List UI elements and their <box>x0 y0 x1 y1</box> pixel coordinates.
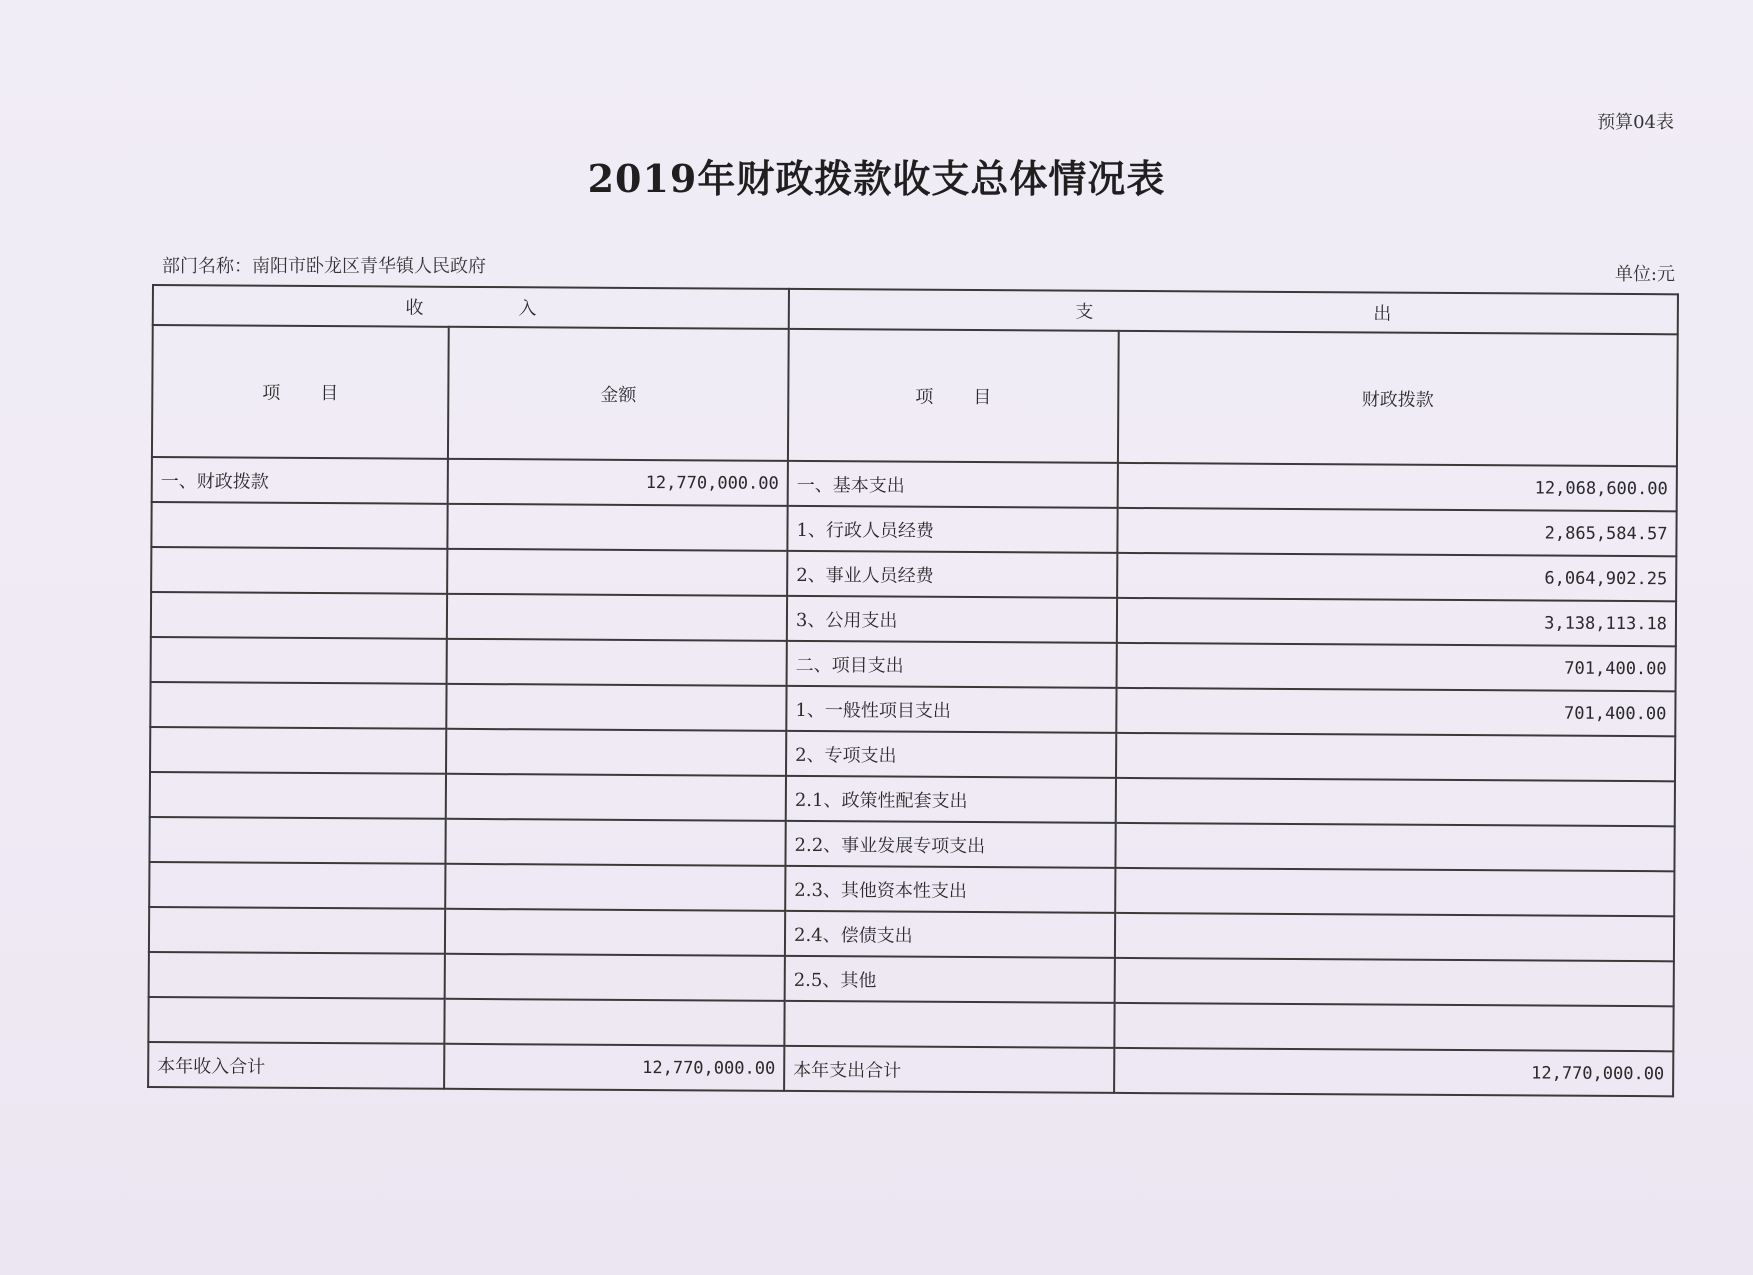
income-item-cell <box>148 997 444 1044</box>
expense-amount-cell: 12,068,600.00 <box>1118 463 1677 511</box>
expense-amount-cell <box>1115 913 1674 961</box>
expense-item-cell: 二、项目支出 <box>787 641 1117 688</box>
income-amount-cell <box>447 639 787 686</box>
income-amount-cell <box>446 684 786 731</box>
expense-amount-cell: 3,138,113.18 <box>1117 598 1676 646</box>
expense-item-char-b: 目 <box>973 387 992 409</box>
expense-amount-cell <box>1114 1003 1673 1051</box>
income-item-cell <box>150 772 446 819</box>
expense-group-char-b: 出 <box>1373 303 1392 325</box>
income-item-cell <box>149 817 445 864</box>
expense-item-cell: 2.1、政策性配套支出 <box>786 776 1116 823</box>
income-item-char-a: 项 <box>262 382 281 404</box>
expense-total-label: 本年支出合计 <box>784 1046 1114 1093</box>
expense-item-cell: 2.5、其他 <box>785 956 1115 1003</box>
expense-amount-cell: 701,400.00 <box>1116 688 1675 736</box>
department-name: 部门名称：南阳市卧龙区青华镇人民政府 <box>162 256 486 277</box>
income-item-cell <box>151 547 447 594</box>
income-item-cell <box>151 502 447 549</box>
budget-table <box>147 284 1679 1097</box>
income-amount-cell <box>447 549 787 596</box>
total-row <box>148 1042 1673 1096</box>
income-item-cell: 一、财政拨款 <box>152 457 448 504</box>
expense-item-cell: 1、一般性项目支出 <box>786 686 1116 733</box>
income-amount-cell <box>446 729 786 776</box>
expense-item-cell: 2、事业人员经费 <box>787 551 1117 598</box>
expense-item-header <box>788 329 1119 463</box>
expense-item-cell: 2、专项支出 <box>786 731 1116 778</box>
income-item-cell <box>150 727 446 774</box>
expense-amount-cell: 2,865,584.57 <box>1117 508 1676 556</box>
income-amount-cell <box>445 954 785 1001</box>
income-group-header <box>153 285 789 329</box>
expense-amount-cell: 701,400.00 <box>1117 643 1676 691</box>
expense-item-char-a: 项 <box>915 386 934 408</box>
income-total-amount: 12,770,000.00 <box>444 1044 784 1091</box>
expense-amount-cell: 6,064,902.25 <box>1117 553 1676 601</box>
income-amount-header: 金额 <box>448 327 789 461</box>
income-amount-cell: 12,770,000.00 <box>448 459 788 506</box>
income-amount-cell <box>445 909 785 956</box>
income-group-char-b: 入 <box>518 298 537 320</box>
expense-item-cell: 2.3、其他资本性支出 <box>785 866 1115 913</box>
income-item-header <box>152 325 449 459</box>
income-total-label: 本年收入合计 <box>148 1042 444 1089</box>
column-header-row <box>152 325 1678 466</box>
expense-item-cell: 一、基本支出 <box>788 461 1118 508</box>
expense-item-cell: 2.2、事业发展专项支出 <box>785 821 1115 868</box>
income-item-char-b: 目 <box>320 383 339 405</box>
income-amount-cell <box>444 999 784 1046</box>
expense-amount-cell <box>1116 778 1675 826</box>
expense-item-cell: 3、公用支出 <box>787 596 1117 643</box>
income-item-cell <box>149 952 445 999</box>
income-item-cell <box>149 862 445 909</box>
income-amount-cell <box>446 774 786 821</box>
income-amount-cell <box>447 594 787 641</box>
expense-item-cell <box>784 1001 1114 1048</box>
expense-amount-cell <box>1115 958 1674 1006</box>
income-item-cell <box>149 907 445 954</box>
income-item-cell <box>151 592 447 639</box>
income-item-cell <box>151 637 447 684</box>
expense-item-cell: 1、行政人员经费 <box>787 506 1117 553</box>
income-amount-cell <box>447 504 787 551</box>
expense-group-char-a: 支 <box>1075 301 1094 323</box>
page-title: 2019年财政拨款收支总体情况表 <box>587 156 1166 201</box>
expense-total-amount: 12,770,000.00 <box>1114 1048 1673 1096</box>
expense-group-header <box>789 289 1678 334</box>
expense-amount-cell <box>1115 868 1674 916</box>
expense-amount-cell <box>1115 823 1674 871</box>
expense-amount-cell <box>1116 733 1675 781</box>
income-item-cell <box>150 682 446 729</box>
income-amount-cell <box>445 819 785 866</box>
income-group-char-a: 收 <box>405 297 424 319</box>
income-amount-cell <box>445 864 785 911</box>
table-code: 预算04表 <box>1597 112 1674 133</box>
expense-amount-header: 财政拨款 <box>1118 331 1678 466</box>
unit-label: 单位:元 <box>1614 264 1675 285</box>
expense-item-cell: 2.4、偿债支出 <box>785 911 1115 958</box>
